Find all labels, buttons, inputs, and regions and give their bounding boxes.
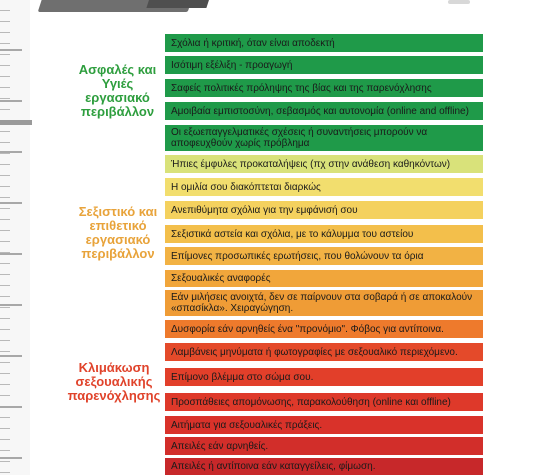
row-9: Σεξιστικά αστεία και σχόλια, με το κάλυμμα του αστείου <box>165 225 483 243</box>
row-6: Ήπιες έμφυλες προκαταλήψεις (πχ στην ανάθεση καθηκόντων) <box>165 155 483 173</box>
row-1: Σχόλια ή κριτική, όταν είναι αποδεκτή <box>165 34 483 52</box>
row-3: Σαφείς πολιτικές πρόληψης της βίας και της παρενόχλησης <box>165 79 483 97</box>
row-4: Αμοιβαία εμπιστοσύνη, σεβασμός και αυτονομία (online and offline) <box>165 102 483 120</box>
row-8: Ανεπιθύμητα σχόλια για την εμφάνισή σου <box>165 201 483 219</box>
row-10: Επίμονες προσωπικές ερωτήσεις, που θολώνουν τα όρια <box>165 247 483 265</box>
ruler-marker <box>0 120 32 125</box>
row-5: Οι εξωεπαγγελματικές σχέσεις ή συναντήσεις μπορούν να αποφευχθούν χωρίς πρόβλημα <box>165 125 483 151</box>
top-decoration-light <box>448 0 470 4</box>
row-19: Απειλές ή αντίποινα εάν καταγγείλεις, φίμωση. <box>165 458 483 475</box>
row-2: Ισότιμη εξέλιξη - προαγωγή <box>165 56 483 74</box>
section-label-sexist: Σεξιστικό και επιθετικό εργασιακό περιβάλλον <box>78 204 158 261</box>
top-decoration-dark <box>146 0 209 8</box>
row-11: Σεξουαλικές αναφορές <box>165 270 483 287</box>
row-16: Προσπάθειες απομόνωσης, παρακολούθηση (online και offline) <box>165 393 483 411</box>
section-label-safe: Ασφαλές και Υγιές εργασιακό περιβάλλον <box>78 62 157 119</box>
row-17: Αιτήματα για σεξουαλικές πράξεις. <box>165 416 483 434</box>
section-label-escalation: Κλιμάκωση σεξουαλικής παρενόχλησης <box>67 360 161 403</box>
row-14: Λαμβάνεις μηνύματα ή φωτογραφίες με σεξουαλικό περιεχόμενο. <box>165 343 483 361</box>
ruler-major-ticks <box>0 0 22 475</box>
row-7: Η ομιλία σου διακόπτεται διαρκώς <box>165 178 483 196</box>
row-12: Εάν μιλήσεις ανοιχτά, δεν σε παίρνουν στα σοβαρά ή σε αποκαλούν «σπασίκλα». Χειραγώγηση. <box>165 290 483 316</box>
row-13: Δυσφορία εάν αρνηθείς ένα "προνόμιο". Φόβος για αντίποινα. <box>165 320 483 338</box>
row-15: Επίμονο βλέμμα στο σώμα σου. <box>165 368 483 386</box>
row-18: Απειλές εάν αρνηθείς. <box>165 437 483 455</box>
